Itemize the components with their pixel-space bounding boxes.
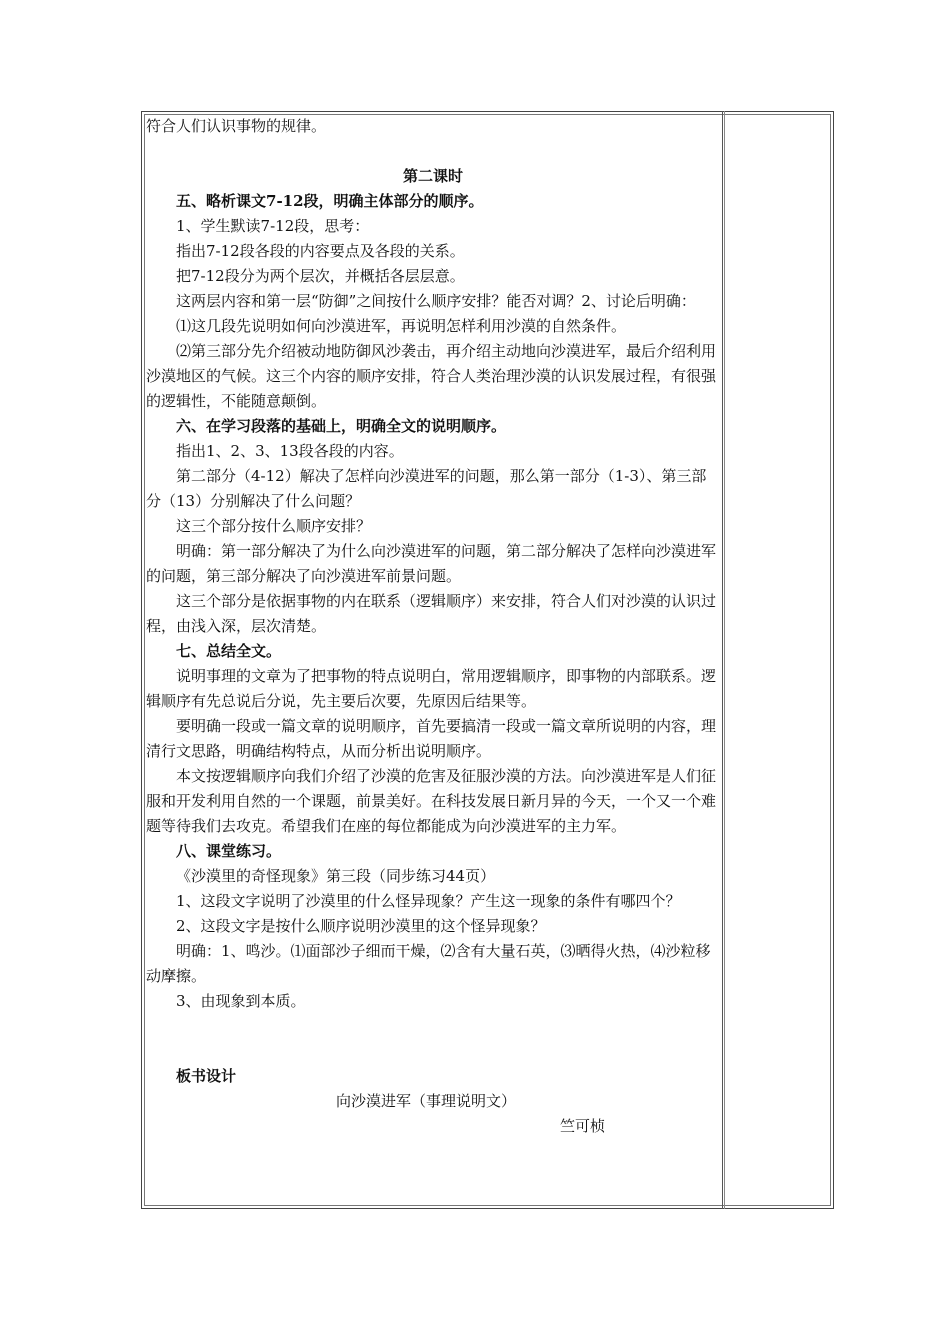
text-line: 把7-12段分为两个层次，并概括各层层意。 [176,267,465,285]
text-line: 《沙漠里的奇怪现象》第三段（同步练习44页） [176,867,496,885]
text-paragraph: 要明确一段或一篇文章的说明顺序，首先要搞清一段或一篇文章所说明的内容，理清行文思路，明确结构特点，从而分析出说明顺序。 [146,717,717,760]
text-line: 2、这段文字是按什么顺序说明沙漠里的这个怪异现象？ [176,917,546,935]
section-heading: 八、课堂练习。 [176,842,282,860]
column-divider [722,111,725,1209]
text-paragraph: 这三个部分是依据事物的内在联系（逻辑顺序）来安排，符合人们对沙漠的认识过程，由浅入深，层次清楚。 [146,592,717,635]
text-line: 指出1、2、3、13段各段的内容。 [176,442,404,460]
text-paragraph: ⑵第三部分先介绍被动地防御风沙袭击，再介绍主动地向沙漠进军，最后介绍利用沙漠地区的气候。这三个内容的顺序安排，符合人类治理沙漠的认识发展过程，有很强的逻辑性，不能随意颠倒。 [146,342,717,410]
board-title: 向沙漠进军（事理说明文） [336,1092,517,1110]
text-paragraph: 这两层内容和第一层“防御”之间按什么顺序安排？能否对调？2、讨论后明确： [176,292,696,310]
text-line: 1、学生默读7-12段，思考： [176,217,370,235]
text-line: 这三个部分按什么顺序安排？ [176,517,372,535]
lesson-content [146,114,720,1139]
text-line: 符合人们认识事物的规律。 [146,117,327,135]
text-paragraph: 明确：1、鸣沙。⑴面部沙子细而干燥，⑵含有大量石英，⑶晒得火热，⑷沙粒移动摩擦。 [146,942,711,985]
board-author: 竺可桢 [560,1117,606,1135]
text-line: 指出7-12段各段的内容要点及各段的关系。 [176,242,465,260]
section-heading: 六、在学习段落的基础上，明确全文的说明顺序。 [176,417,507,435]
text-line: ⑴这几段先说明如何向沙漠进军，再说明怎样利用沙漠的自然条件。 [176,317,627,335]
section-heading: 七、总结全文。 [176,642,282,660]
section-title: 第二课时 [402,167,463,185]
text-paragraph: 本文按逻辑顺序向我们介绍了沙漠的危害及征服沙漠的方法。向沙漠进军是人们征服和开发利用自然的一个课题，前景美好。在科技发展日新月异的今天，一个又一个难题等待我们去攻克。希望我们在座的每位都能成为向沙漠进军的主力军。 [146,767,717,835]
text-paragraph: 第二部分（4-12）解决了怎样向沙漠进军的问题，那么第一部分（1-3）、第三部分（13）分别解决了什么问题？ [146,467,707,510]
text-paragraph: 1、这段文字说明了沙漠里的什么怪异现象？产生这一现象的条件有哪四个？ [176,892,681,910]
section-heading: 五、略析课文7-12段，明确主体部分的顺序。 [176,192,484,210]
board-design-heading: 板书设计 [176,1067,237,1085]
text-paragraph: 明确：第一部分解决了为什么向沙漠进军的问题，第二部分解决了怎样向沙漠进军的问题，第三部分解决了向沙漠进军前景问题。 [146,542,717,585]
text-line: 3、由现象到本质。 [176,992,306,1010]
text-paragraph: 说明事理的文章为了把事物的特点说明白，常用逻辑顺序，即事物的内部联系。逻辑顺序有先总说后分说，先主要后次要，先原因后结果等。 [146,667,717,710]
